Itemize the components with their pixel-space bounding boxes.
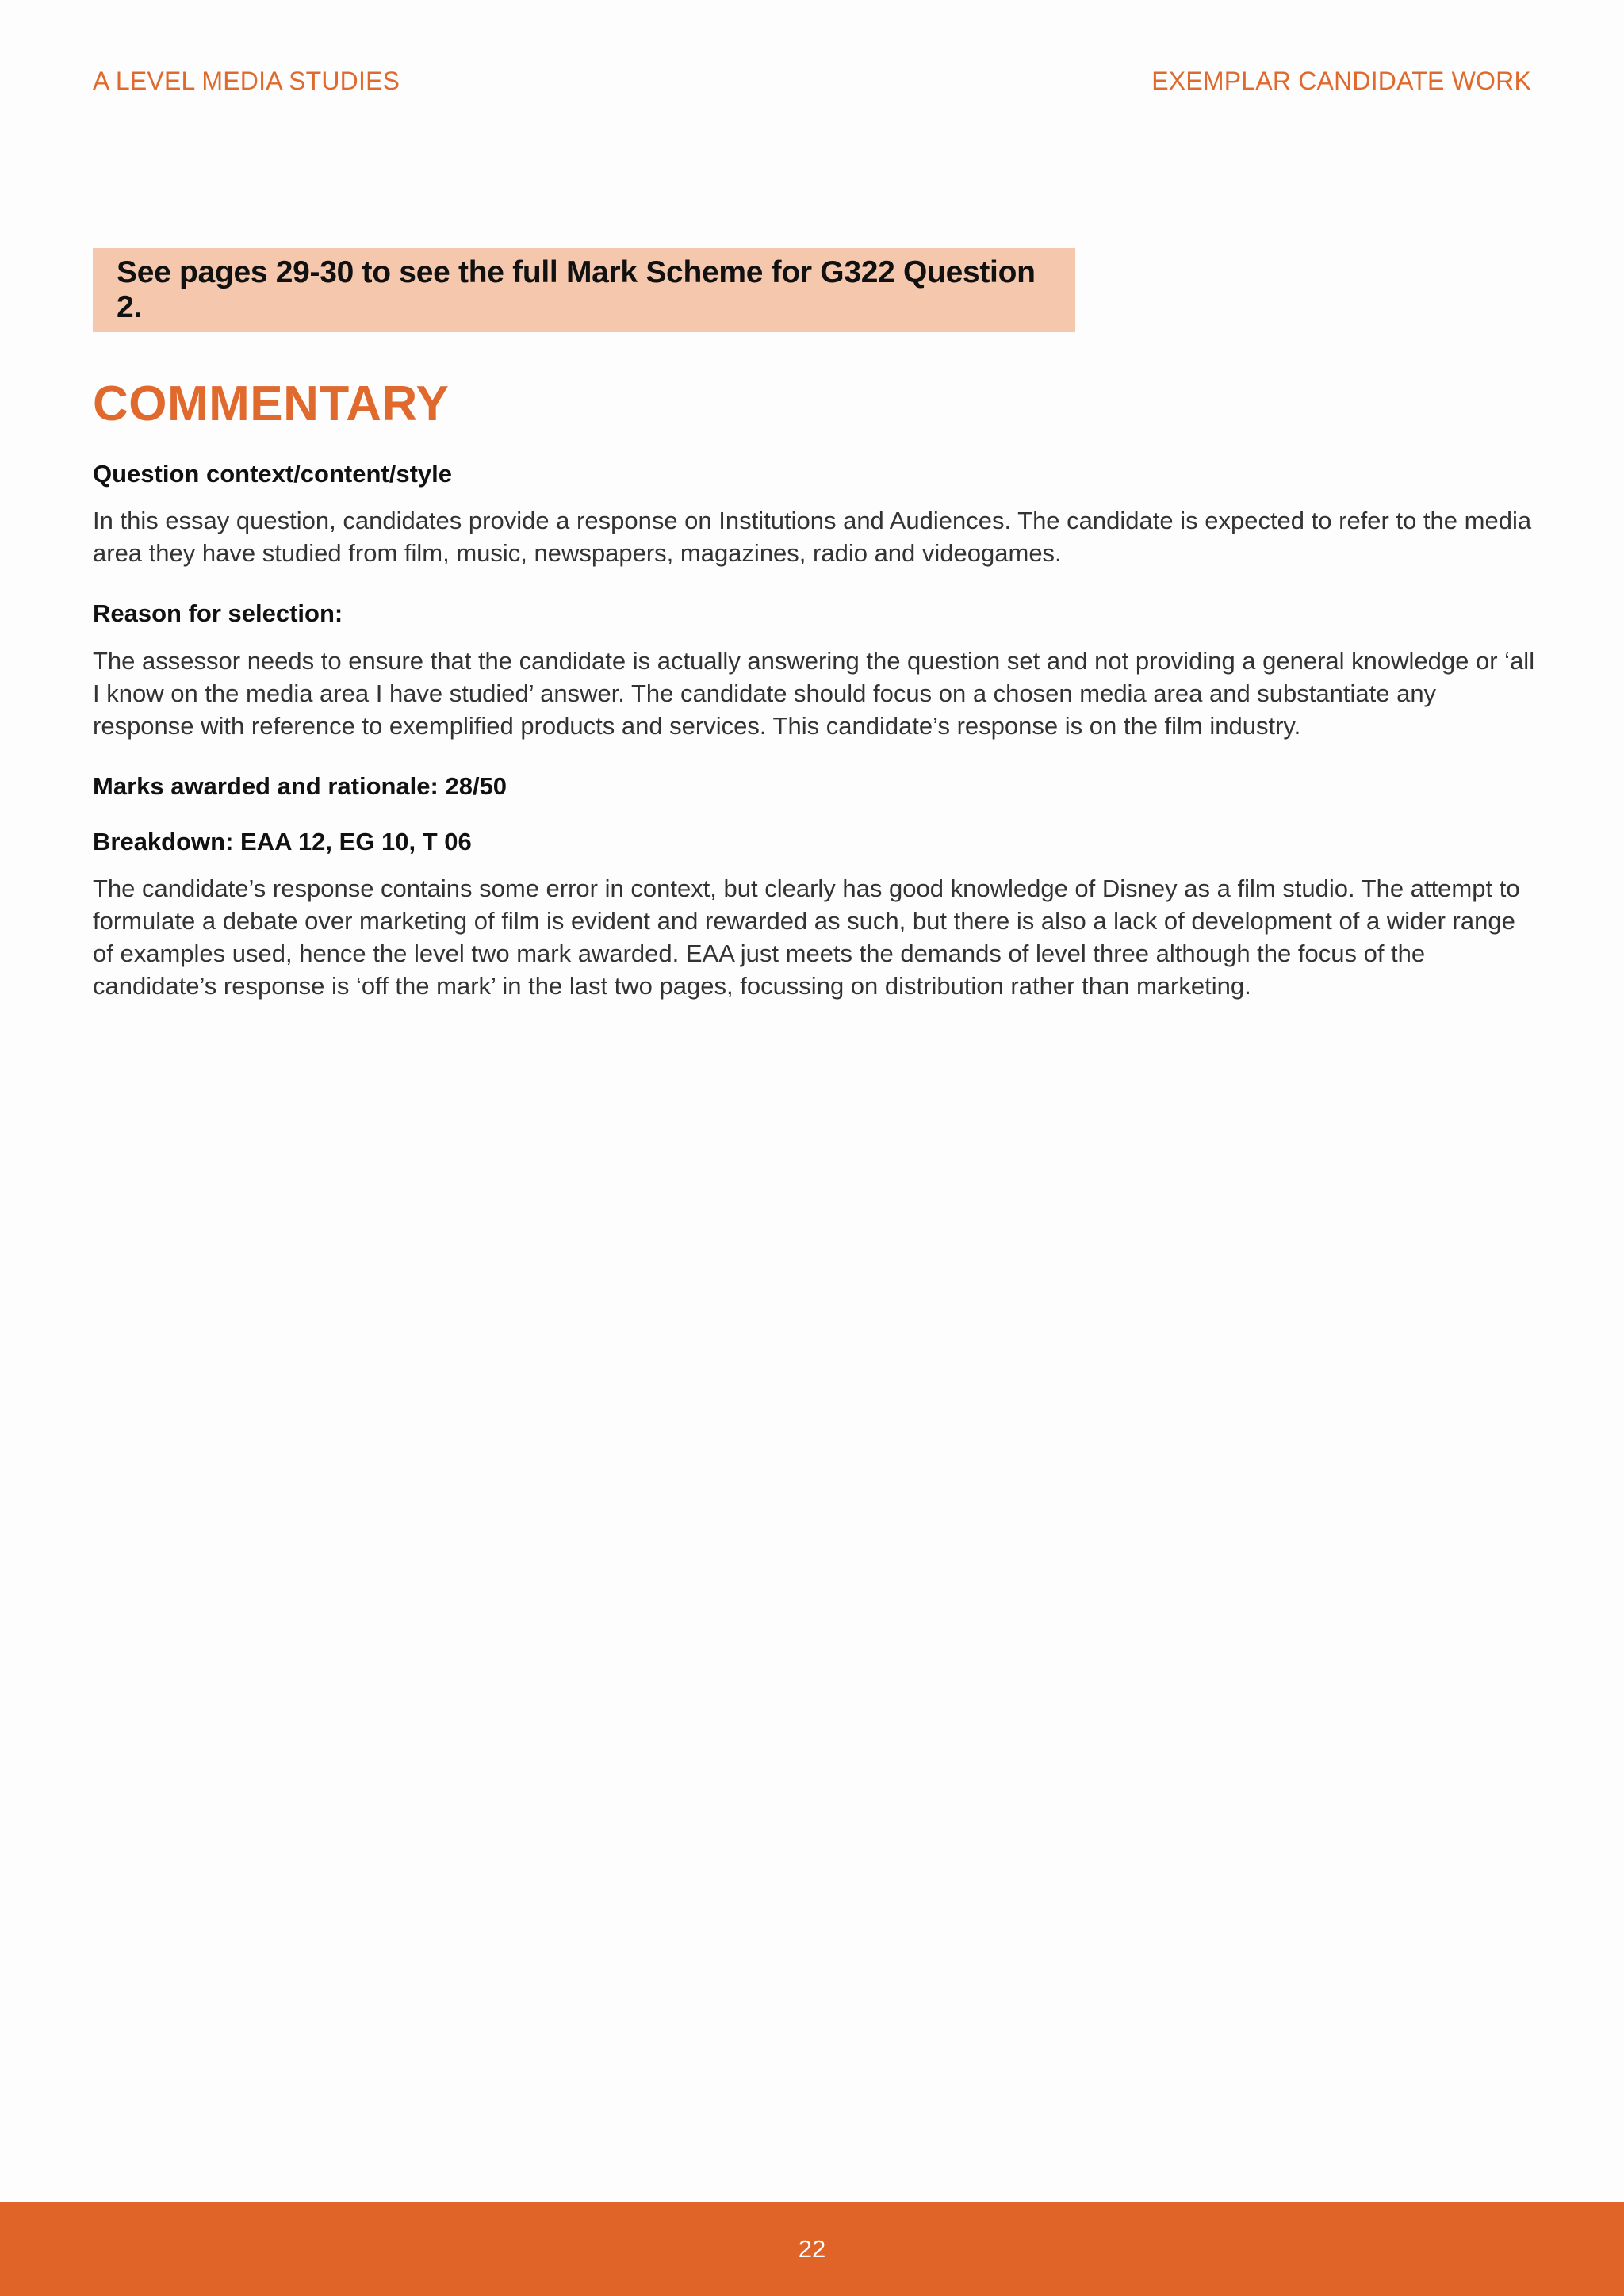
marks-heading: Marks awarded and rationale: 28/50 [93, 771, 508, 800]
breakdown-paragraph: The candidate’s response contains some error in context, but clearly has good knowledge of Disney as a film studio. The attempt to formulate a debate over marketing of film is evident and rewarded as such, but there is also a lack of development of a wider range of examples used, hence the level two mark awarded. EAA just meets the demands of level three although the focus of the candidate’s response is ‘off the mark’ in the last two pages, focussing on distribution rather than marketing. [93, 874, 1520, 1001]
header-subject: A LEVEL MEDIA STUDIES [93, 67, 400, 95]
commentary-title: COMMENTARY [93, 377, 450, 431]
context-paragraph: In this essay question, candidates provide a response on Institutions and Audiences. The candidate is expected to refer to the media area they have studied from film, music, newspapers, magazines, radio and videogames. [93, 507, 1532, 568]
context-heading: Question context/content/style [93, 460, 453, 488]
commentary-content [93, 458, 1536, 1002]
breakdown-heading: Breakdown: EAA 12, EG 10, T 06 [93, 827, 472, 855]
page-number: 22 [798, 2235, 826, 2263]
header-section: EXEMPLAR CANDIDATE WORK [1151, 67, 1531, 95]
reason-heading: Reason for selection: [93, 599, 343, 628]
reason-paragraph: The assessor needs to ensure that the candidate is actually answering the question set and not providing a general knowledge or ‘all I know on the media area I have studied’ answer. The candidate should focus on a chosen media area and substantiate any response with reference to exemplified products and services. This candidate’s response is on the film industry. [93, 646, 1535, 740]
mark-scheme-callout: See pages 29-30 to see the full Mark Scheme for G322 Question 2. [93, 248, 1075, 332]
footer-bar [0, 2202, 1624, 2296]
